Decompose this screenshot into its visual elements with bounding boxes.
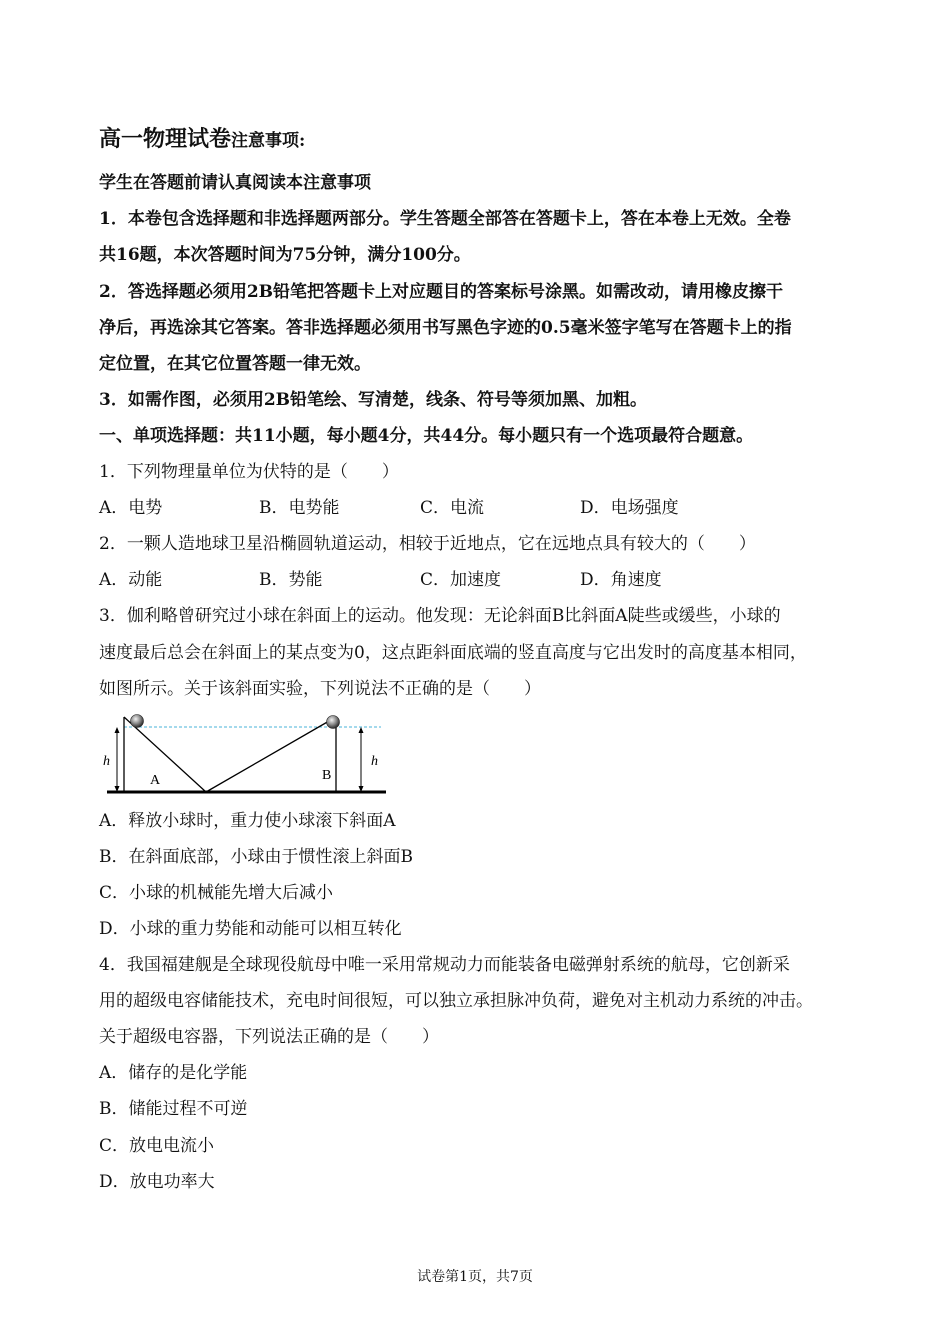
question-3-option-b: B．在斜面底部，小球由于惯性滚上斜面B [99, 847, 413, 867]
question-4-option-b: B．储能过程不可逆 [99, 1099, 248, 1119]
note-2-line-1: 2．答选择题必须用2B铅笔把答题卡上对应题目的答案标号涂黑。如需改动，请用橡皮擦干 [99, 282, 784, 302]
label-incline-b: B [322, 768, 332, 783]
section-heading: 一、单项选择题：共11小题，每小题4分，共44分。每小题只有一个选项最符合题意。 [99, 426, 754, 446]
note-2-line-2: 净后，再选涂其它答案。答非选择题必须用书写黑色字迹的0.5毫米签字笔写在答题卡上的指 [99, 318, 792, 338]
question-1-option-b: B．电势能 [259, 498, 340, 518]
page-title [99, 128, 305, 152]
question-1-option-c: C．电流 [420, 498, 485, 518]
left-arrow-head-top [115, 727, 120, 733]
question-2-stem: 2．一颗人造地球卫星沿椭圆轨道运动，相较于近地点，它在远地点具有较大的（ ） [99, 534, 756, 554]
ball-end [327, 716, 340, 729]
question-1-option-a: A．电势 [99, 498, 163, 518]
question-1-stem: 1．下列物理量单位为伏特的是（ ） [99, 462, 399, 482]
question-4-option-c: C．放电电流小 [99, 1136, 215, 1156]
incline-figure [99, 710, 399, 800]
incline-a-slope [124, 717, 206, 792]
question-3-option-a: A．释放小球时，重力使小球滚下斜面A [99, 811, 396, 831]
label-incline-a: A [150, 773, 161, 788]
note-1-line-2: 共16题，本次答题时间为75分钟，满分100分。 [99, 245, 471, 265]
page-footer: 试卷第1页，共7页 [417, 1269, 533, 1285]
label-h-right: h [371, 754, 378, 769]
question-2-option-b: B．势能 [259, 570, 323, 590]
note-3-line-1: 3．如需作图，必须用2B铅笔绘、写清楚，线条、符号等须加黑、加粗。 [99, 390, 648, 410]
label-h-left: h [103, 754, 110, 769]
question-3-option-d: D．小球的重力势能和动能可以相互转化 [99, 919, 402, 939]
question-4-option-d: D．放电功率大 [99, 1172, 215, 1192]
question-4-stem-line-3: 关于超级电容器，下列说法正确的是（ ） [99, 1027, 439, 1047]
question-2-option-c: C．加速度 [420, 570, 502, 590]
question-4-stem-line-1: 4．我国福建舰是全球现役航母中唯一采用常规动力而能装备电磁弹射系统的航母，它创新采 [99, 955, 790, 975]
exam-title: 高一物理试卷 [99, 126, 232, 152]
question-2-option-d: D．角速度 [580, 570, 662, 590]
question-3-stem-line-2: 速度最后总会在斜面上的某点变为0，这点距斜面底端的竖直高度与它出发时的高度基本相同， [99, 643, 807, 663]
question-4-option-a: A．储存的是化学能 [99, 1063, 248, 1083]
question-3-stem-line-3: 如图所示。关于该斜面实验，下列说法不正确的是（ ） [99, 679, 541, 699]
note-2-line-3: 定位置，在其它位置答题一律无效。 [99, 354, 371, 374]
question-4-stem-line-2: 用的超级电容储能技术，充电时间很短，可以独立承担脉冲负荷，避免对主机动力系统的冲击。 [99, 991, 813, 1011]
right-arrow-head-top [359, 727, 364, 733]
question-3-stem-line-1: 3．伽利略曾研究过小球在斜面上的运动。他发现：无论斜面B比斜面A陡些或缓些，小球的 [99, 606, 781, 626]
question-3-option-c: C．小球的机械能先增大后减小 [99, 883, 334, 903]
intro-text: 学生在答题前请认真阅读本注意事项 [99, 173, 371, 193]
ball-start [131, 715, 144, 728]
notice-heading: 注意事项: [231, 131, 306, 151]
incline-b-slope [206, 717, 336, 792]
question-1-option-d: D．电场强度 [580, 498, 679, 518]
question-2-option-a: A．动能 [99, 570, 163, 590]
note-1-line-1: 1．本卷包含选择题和非选择题两部分。学生答题全部答在答题卡上，答在本卷上无效。全卷 [99, 209, 791, 229]
